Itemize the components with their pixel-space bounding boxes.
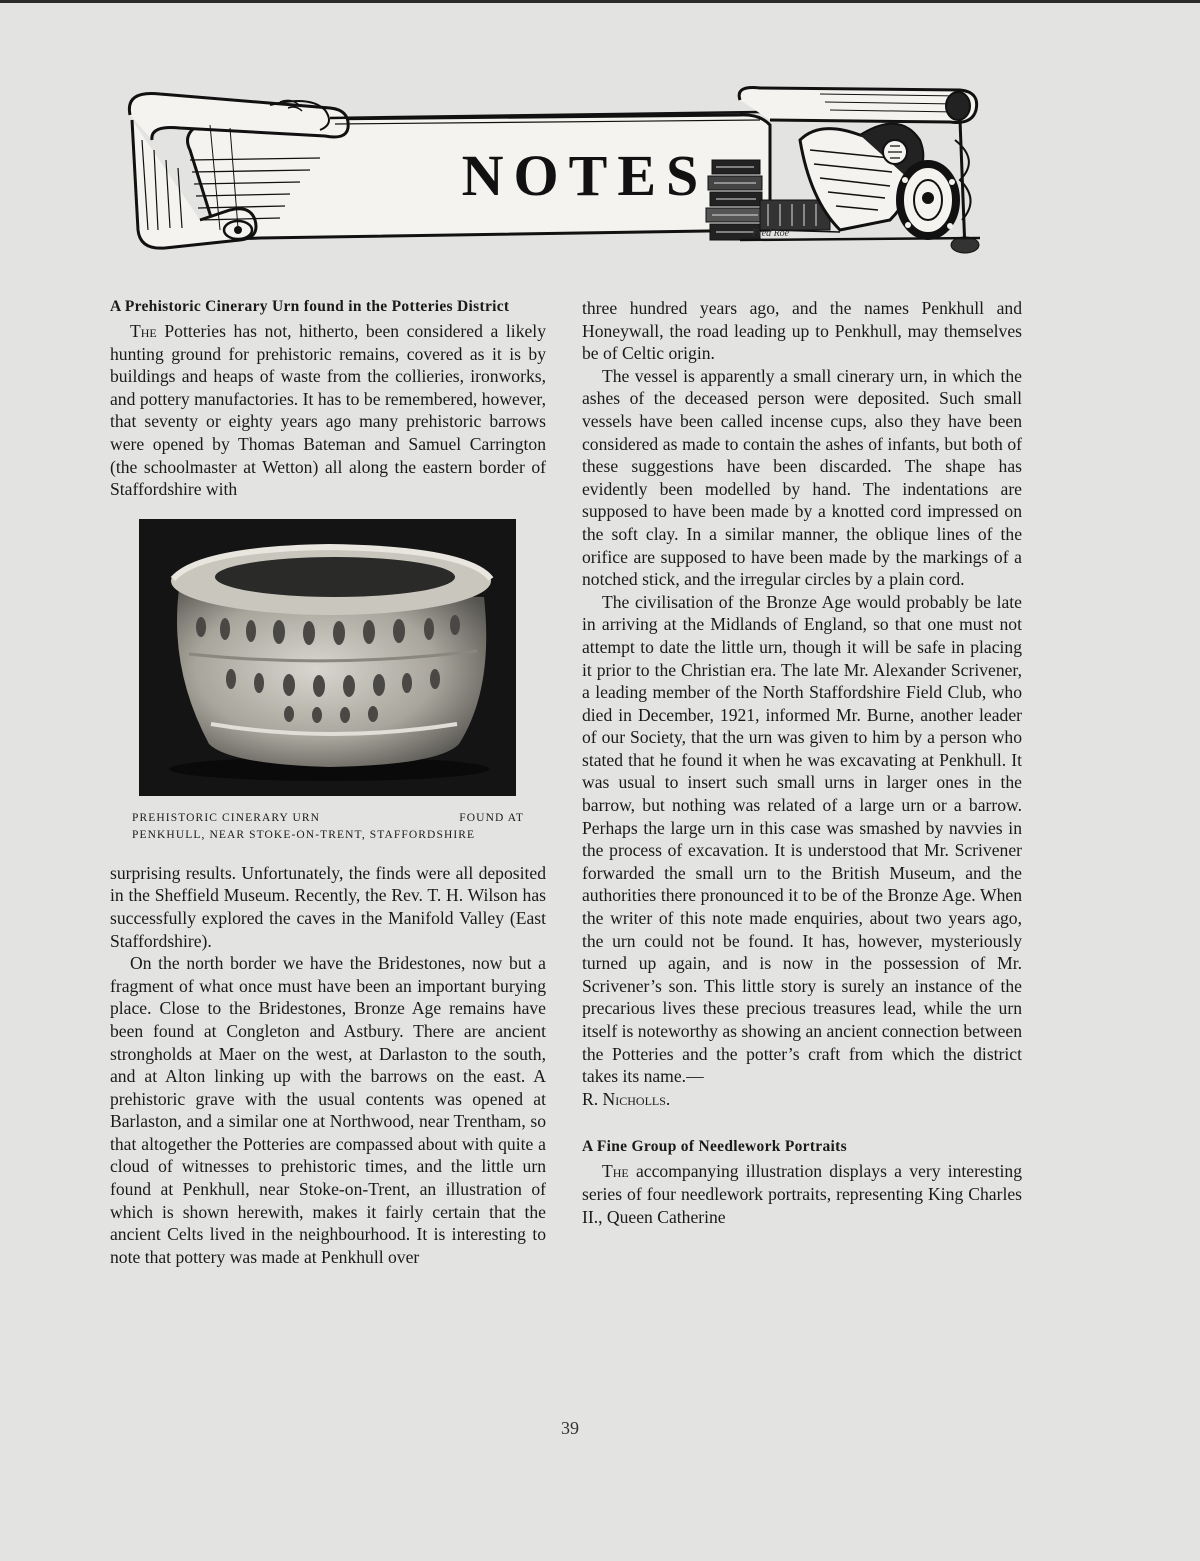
- caption-found-at: FOUND AT: [459, 811, 524, 824]
- left-column: [110, 296, 546, 1268]
- urn-photograph: [139, 519, 516, 796]
- article-paragraph: [110, 320, 546, 501]
- paragraph-text: Potteries has not, hitherto, been considered a likely hunting ground for prehistoric remains, covered as it is by buildings and heaps of waste from the collieries, ironworks, and pottery manufactories. It has to be remembered, however, that seventy or eighty years ago many prehistoric barrows were opened by Thomas Bateman and Samuel Carrington (the schoolmaster at Wetton) all along the eastern border of Staffordshire with: [110, 321, 546, 500]
- urn-figure: [110, 519, 546, 844]
- article-paragraph: [582, 1160, 1022, 1228]
- artist-signature: Fred Roe: [752, 228, 790, 239]
- article-paragraph-continued: three hundred years ago, and the names Penkhull and Honeywall, the road leading up to Penkhull, may themselves be of Celtic origin.: [582, 298, 1022, 364]
- article-paragraph: The vessel is apparently a small cinerary urn, in which the ashes of the deceased person were deposited. Such small vessels have been called incense cups, also they have been considered as made to contain the ashes of infants, but both of these suggestions have been discarded. The shape has evidently been modelled by hand. The indentations are supposed to have been made by a knotted cord impressed on the soft clay. In a similar manner, the oblique lines of the orifice are supposed to have been made by the markings of a notched stick, and the irregular circles by a plain cord.: [582, 365, 1022, 590]
- figure-caption: [132, 810, 524, 844]
- article-paragraph-continued: surprising results. Unfortunately, the finds were all deposited in the Sheffield Museum. Recently, the Rev. T. H. Wilson has successfully explored the caves in the Manifold Valley (East Staffordshire).: [110, 862, 546, 951]
- drop-word: The: [130, 321, 157, 341]
- drop-word: The: [602, 1161, 629, 1182]
- paragraph-text: accompanying illustration displays a very interesting series of four needlework portraits, representing King Charles II., Queen Catherine: [582, 1161, 1022, 1227]
- notes-banner: [120, 80, 1000, 265]
- right-column: [582, 297, 1022, 1228]
- article-author: R. Nicholls.: [582, 1088, 671, 1109]
- page-number: 39: [561, 1418, 579, 1438]
- article-heading-needlework: A Fine Group of Needlework Portraits: [582, 1138, 847, 1156]
- banner-title: NOTES: [461, 143, 709, 208]
- caption-location: PENKHULL, NEAR STOKE-ON-TRENT, STAFFORDSHIRE: [132, 828, 476, 841]
- caption-title: PREHISTORIC CINERARY URN: [132, 811, 321, 824]
- article-paragraph: The civilisation of the Bronze Age would probably be late in arriving at the Midlands of England, so that one must not attempt to date the little urn, though it will be safe in placing it prior to the Christian era. The late Mr. Alexander Scrivener, a leading member of the North Staffordshire Field Club, who died in December, 1921, informed Mr. Burne, another leader of our Society, that the urn was given to him by a person who stated that he found it when he was excavating at Penkhull. It was usual to insert such small urns in larger ones in the barrow, but nothing was related of a large urn or a barrow. Perhaps the large urn in this case was smashed by navvies in the process of excavation. It is understood that Mr. Scrivener forwarded the small urn to the British Museum, and the authorities there pronounced it to be of the Bronze Age. When the writer of this note made enquiries, about two years ago, the urn could not be found. It has, however, mysteriously turned up again, and is now in the possession of Mr. Scrivener’s son. This little story is surely an instance of the precarious lives these precious treasures lead, while the urn itself is noteworthy as showing an ancient connection between the Potteries and the potter’s craft from which the district takes its name.—: [582, 591, 1022, 1087]
- urn-image: [139, 519, 516, 796]
- article-paragraph: On the north border we have the Bridestones, now but a fragment of what once must have been an important burying place. Close to the Bridestones, Bronze Age remains have been found at Congleton and Astbury. There are ancient strongholds at Maer on the west, at Darlaston to the south, and at Alton linking up with the barrows on the east. A prehistoric grave with the usual contents was opened at Barlaston, and a similar one at Northwood, near Trentham, so that altogether the Potteries are compassed about with quite a cloud of witnesses to prehistoric times, and the little urn found at Penkhull, near Stoke-on-Trent, an illustration of which is shown herewith, makes it fairly certain that the ancient Celts lived in the neighbourhood. It is interesting to note that pottery was made at Penkhull over: [110, 953, 546, 1267]
- article-heading-urn: A Prehistoric Cinerary Urn found in the Potteries District: [110, 298, 510, 315]
- top-rule: [0, 0, 1200, 3]
- section-spacer: [582, 1110, 1022, 1136]
